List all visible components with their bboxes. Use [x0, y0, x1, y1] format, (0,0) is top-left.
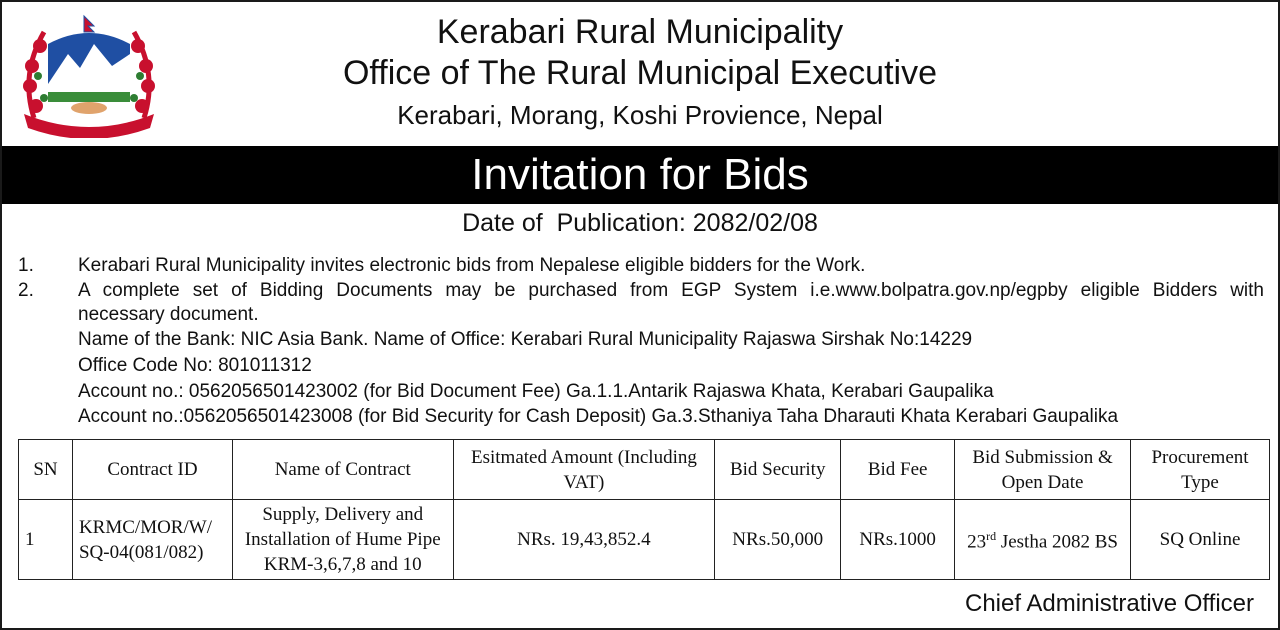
date-day: 23 [967, 531, 987, 553]
item-number-2: 2. [18, 280, 34, 301]
municipality-name: Kerabari Rural Municipality [436, 13, 844, 51]
publication-date [200, 209, 1080, 238]
date-rest: Jestha 2082 BS [996, 531, 1119, 553]
office-code: Office Code No: 801011312 [78, 355, 312, 376]
row-contract-name: Supply, Delivery and Installation of Hume Pipe KRM-3,6,7,8 and 10 [232, 500, 453, 580]
row-procurement-type: SQ Online [1131, 500, 1270, 580]
date-suffix: rd [986, 529, 997, 544]
row-estimated-amount: NRs. 19,43,852.4 [453, 500, 715, 580]
bids-table [18, 439, 1270, 580]
publication-date-label: Date of Publication: [462, 209, 686, 237]
notice-title: Invitation for Bids [471, 150, 809, 199]
row-contract-id: KRMC/MOR/W/ SQ-04(081/082) [72, 500, 232, 580]
header-contract-name: Name of Contract [232, 440, 453, 500]
account-bid-security: Account no.:0562056501423008 (for Bid Security for Cash Deposit) Ga.3.Sthaniya Taha Dharauti Khata Kerabari Gaupalika [78, 406, 1119, 427]
row-bid-security: NRs.50,000 [715, 500, 841, 580]
publication-date-value: 2082/02/08 [692, 209, 818, 237]
table-row [19, 500, 1270, 580]
header-sn: SN [19, 440, 73, 500]
signoff-title: Chief Administrative Officer [965, 590, 1254, 617]
header-estimated-amount: Esitmated Amount (Including VAT) [453, 440, 715, 500]
nepal-emblem-icon [14, 10, 164, 138]
office-name: Office of The Rural Municipal Executive [342, 54, 938, 92]
notice-item-2-line2: necessary document. [78, 304, 259, 325]
row-bid-fee: NRs.1000 [841, 500, 955, 580]
title-banner [2, 146, 1278, 204]
header-bid-fee: Bid Fee [841, 440, 955, 500]
row-sn: 1 [19, 500, 73, 580]
header-procurement-type: Procurement Type [1131, 440, 1270, 500]
header-contract-id: Contract ID [72, 440, 232, 500]
office-address: Kerabari, Morang, Koshi Provience, Nepal [397, 100, 883, 130]
header-bid-security: Bid Security [715, 440, 841, 500]
header-submission-date: Bid Submission & Open Date [955, 440, 1131, 500]
table-header-row [19, 440, 1270, 500]
bank-details: Name of the Bank: NIC Asia Bank. Name of Office: Kerabari Rural Municipality Rajaswa Sirshak No:14229 [78, 329, 973, 350]
row-submission-date [955, 500, 1131, 580]
notice-item-2-line1: A complete set of Bidding Documents may be purchased from EGP System i.e.www.bolpatra.gov.np/egpby eligible Bidders with [78, 280, 1264, 301]
notice-item-1: Kerabari Rural Municipality invites electronic bids from Nepalese eligible bidders for the Work. [78, 255, 866, 276]
account-document-fee: Account no.: 0562056501423002 (for Bid Document Fee) Ga.1.1.Antarik Rajaswa Khata, Kerabari Gaupalika [78, 381, 994, 402]
item-number-1: 1. [18, 255, 34, 276]
